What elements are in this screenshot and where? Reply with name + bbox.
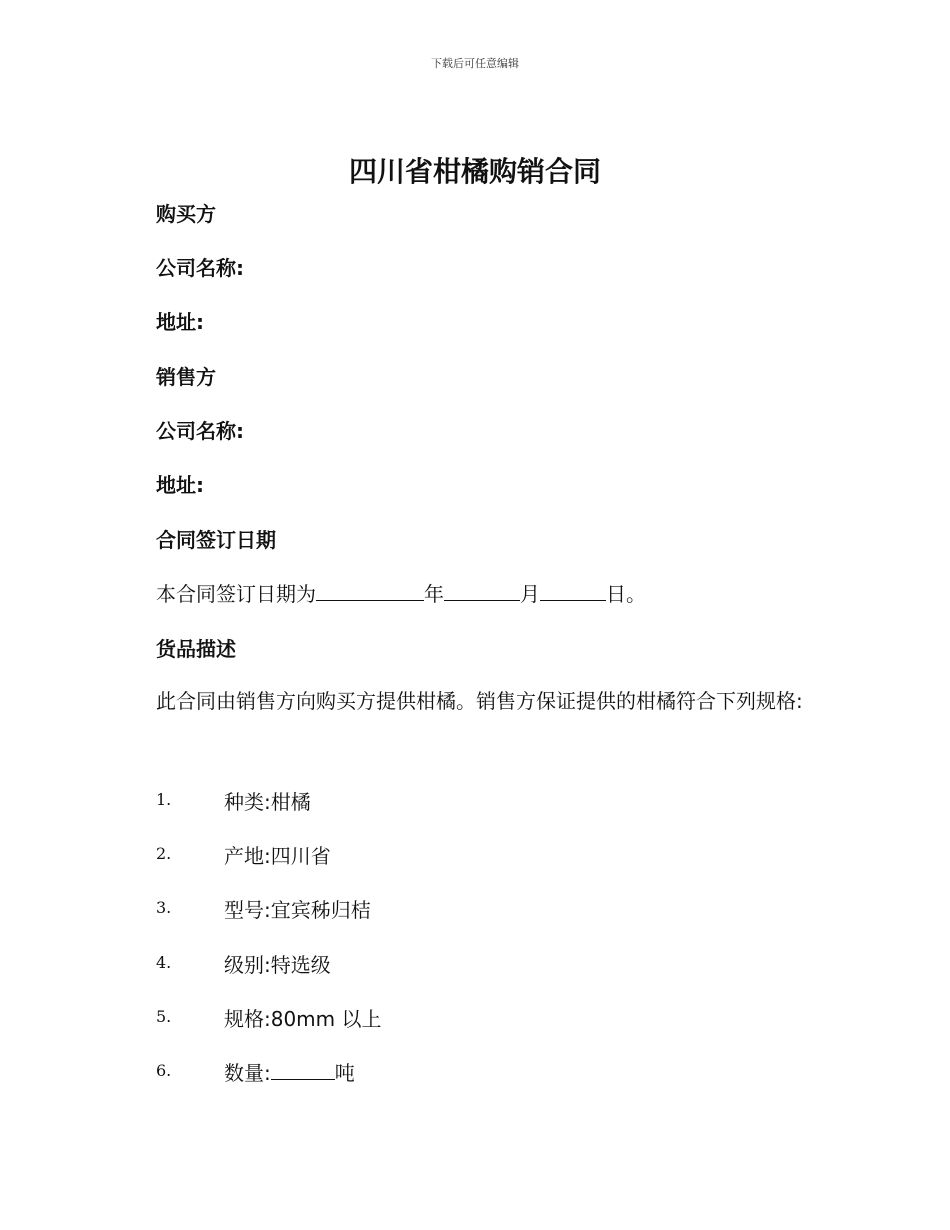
list-number: 2. xyxy=(156,844,172,863)
list-number: 4. xyxy=(156,953,172,972)
list-item-variety: 种类:柑橘 xyxy=(224,790,311,814)
goods-paragraph: 此合同由销售方向购买方提供柑橘。销售方保证提供的柑橘符合下列规格: xyxy=(156,689,803,713)
buyer-address-label: 地址: xyxy=(156,310,204,334)
signing-date-prefix: 本合同签订日期为 xyxy=(156,582,316,606)
list-number: 5. xyxy=(156,1007,172,1026)
header-note: 下载后可任意编辑 xyxy=(431,57,519,70)
quantity-blank xyxy=(271,1061,335,1080)
seller-address-label: 地址: xyxy=(156,473,204,497)
list-item-model: 型号:宜宾秭归桔 xyxy=(224,898,371,922)
seller-company-label: 公司名称: xyxy=(156,419,244,443)
day-blank xyxy=(540,582,606,601)
signing-date-line xyxy=(156,578,646,607)
buyer-heading: 购买方 xyxy=(156,202,216,226)
list-item-origin: 产地:四川省 xyxy=(224,844,331,868)
year-blank xyxy=(316,582,424,601)
list-number: 6. xyxy=(156,1061,172,1080)
day-label: 日。 xyxy=(606,582,646,606)
list-item-quantity xyxy=(224,1057,355,1086)
list-number: 1. xyxy=(156,790,172,809)
quantity-label: 数量: xyxy=(224,1061,271,1085)
signing-date-heading: 合同签订日期 xyxy=(156,528,276,552)
quantity-unit: 吨 xyxy=(334,1061,355,1085)
year-label: 年 xyxy=(424,582,444,606)
seller-heading: 销售方 xyxy=(156,365,216,389)
contract-title: 四川省柑橘购销合同 xyxy=(348,155,601,188)
list-number: 3. xyxy=(156,898,172,917)
list-item-spec: 规格:80mm 以上 xyxy=(224,1007,382,1031)
month-blank xyxy=(444,582,520,601)
month-label: 月 xyxy=(520,582,540,606)
goods-heading: 货品描述 xyxy=(156,637,236,661)
buyer-company-label: 公司名称: xyxy=(156,256,244,280)
list-item-grade: 级别:特选级 xyxy=(224,953,331,977)
